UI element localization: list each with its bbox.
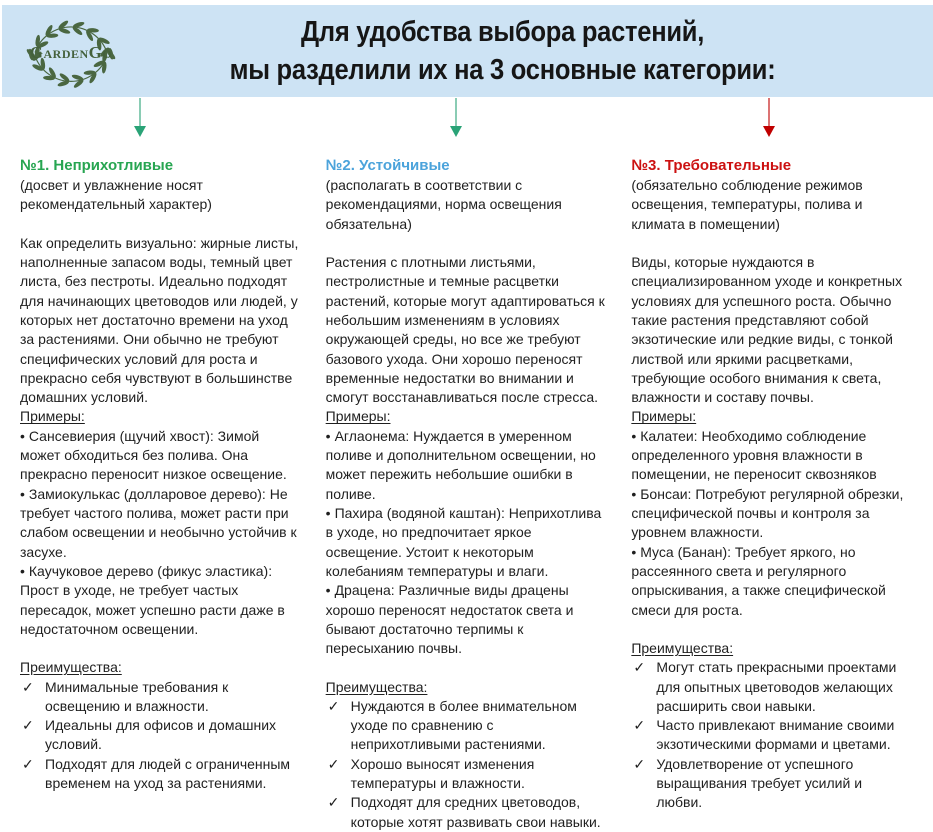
list-item (20, 755, 300, 794)
list-item (20, 562, 300, 639)
list-item-text: Бонсаи: Потребуют регулярной обрезки, специфической почвы и контроля за уровнем влажности. (631, 485, 904, 541)
list-item-text: Сансевиерия (щучий хвост): Зимой может обходиться без полива. Она прекрасно переносит низкое освещение. (20, 427, 287, 483)
list-item (20, 716, 300, 755)
examples-label: Примеры: (631, 408, 697, 425)
arrow-head-icon (763, 126, 775, 137)
column-subtitle: (досвет и увлажнение носят рекомендательный характер) (20, 177, 212, 213)
arrow-stem (455, 98, 457, 128)
advantages-list (20, 678, 300, 794)
list-item-text: Подходят для средних цветоводов, которые хотят развивать свои навыки. (350, 794, 601, 830)
list-item-text: Каучуковое дерево (фикус эластика): Прост в уходе, не требует частых пересадок, может успешно расти даже в недостаточном освещении. (20, 562, 285, 637)
list-item (326, 581, 606, 658)
list-item (631, 658, 911, 716)
advantages-label: Преимущества: (631, 639, 734, 656)
category-column-1 (20, 155, 300, 832)
list-item (631, 755, 911, 813)
column-description: Растения с плотными листьями, пестролистные и темные расцветки растений, которые могут адаптироваться к небольшим изменениям в условиях окружающей среды, но все же требуют базового ухода. Они хорошо переносят временные недостатки во внимании и смогут восстанавливаться после стресса. (325, 253, 605, 406)
bullet-icon: • (325, 505, 331, 521)
list-item-text: Подходят для людей с ограниченным временем на уход за растениями. (45, 755, 291, 792)
column-subtitle: (обязательно соблюдение режимов освещения, температуры, полива и климата в помещении) (631, 177, 863, 232)
column-description: Как определить визуально: жирные листы, наполненные запасом воды, темный цвет листа, без пестроты. Идеально подходят для начинающих цветоводов или людей, у которых нет достаточно времени на уход за растениями. Они обычно не требуют специфических условий для роста и прекрасно себя чувствуют в большинстве домашних условий. (20, 234, 299, 406)
check-icon: ✓ (633, 659, 646, 676)
check-icon: ✓ (327, 697, 340, 714)
column-subtitle: (располагать в соответствии с рекомендациями, норма освещения обязательна) (325, 177, 562, 232)
list-item-text: Могут стать прекрасными проектами для опытных цветоводов желающих расширить свои навыки. (656, 659, 897, 714)
categories-container (20, 155, 911, 832)
arrow-head-icon (450, 126, 462, 137)
list-item-text: Аглаонема: Нуждается в умеренном поливе и дополнительном освещении, но может пережить небольшие ошибки в поливе. (325, 427, 596, 502)
column-description: Виды, которые нуждаются в специализированном уходе и конкретных условиях для успешного роста. Обычно такие растения представляют собой экзотические или редкие виды, с тонкой листвой или яркими расцветками, требующие особого внимания к света, влажности и составу почвы. (631, 253, 903, 406)
bullet-icon: • (631, 543, 637, 560)
header-band (2, 5, 933, 97)
check-icon: ✓ (633, 717, 646, 734)
advantages-list (326, 697, 606, 832)
title-line-1: Для удобства выбора растений, (300, 16, 705, 48)
down-arrow-1 (134, 98, 146, 138)
advantages-label: Преимущества: (325, 678, 428, 695)
advantages-list (631, 658, 911, 813)
arrow-stem (139, 98, 141, 128)
examples-label: Примеры: (20, 408, 85, 425)
list-item-text: Удовлетворение от успешного выращивания требует усилий и любви. (656, 755, 863, 811)
bullet-icon: • (631, 485, 637, 502)
check-icon: ✓ (22, 755, 34, 772)
check-icon: ✓ (22, 678, 34, 695)
list-item (326, 793, 606, 832)
list-item (631, 427, 911, 485)
list-item-text: Замиокулькас (долларовое дерево): Не требует частого полива, может расти при слабом освещении и необычно устойчив к засухе. (20, 485, 297, 560)
list-item-text: Часто привлекают внимание своими экзотическими формами и цветами. (656, 717, 895, 753)
list-item (326, 697, 606, 755)
category-column-3 (631, 155, 911, 832)
list-item (20, 485, 300, 562)
bullet-icon: • (20, 485, 25, 502)
column-title: №2. Устойчивые (325, 157, 450, 174)
bullet-icon: • (325, 582, 331, 599)
category-column-2 (326, 155, 606, 832)
examples-list (326, 427, 606, 659)
list-item-text: Минимальные требования к освещению и влажности. (45, 678, 229, 714)
down-arrow-2 (450, 98, 462, 138)
check-icon: ✓ (633, 755, 646, 772)
list-item-text: Хорошо выносят изменения температуры и влажности. (350, 755, 535, 792)
column-title: №3. Требовательные (631, 157, 792, 174)
list-item-text: Муса (Банан): Требует яркого, но рассеянного света и регулярного опрыскивания, а также специфической смеси для роста. (631, 543, 886, 618)
check-icon: ✓ (22, 717, 34, 734)
down-arrow-3 (763, 98, 775, 138)
list-item-text: Идеальны для офисов и домашних условий. (45, 717, 277, 753)
examples-label: Примеры: (325, 408, 391, 425)
column-title: №1. Неприхотливые (20, 157, 174, 174)
list-item (631, 543, 911, 620)
list-item (20, 678, 300, 717)
bullet-icon: • (631, 427, 637, 444)
title-line-2: мы разделили их на 3 основные категории: (229, 54, 776, 86)
list-item (631, 485, 911, 543)
list-item (326, 427, 606, 504)
page-title (112, 13, 893, 89)
list-item (326, 755, 606, 794)
list-item-text: Калатеи: Необходимо соблюдение определенного уровня влажности в помещении, не переносит сквозняков (631, 427, 877, 483)
advantages-label: Преимущества: (20, 659, 122, 676)
logo-text: GardenGo (29, 43, 113, 62)
list-item-text: Пахира (водяной каштан): Неприхотлива в уходе, но предпочитает яркое освещение. Устоит к некоторым колебаниям температуры и влаги. (325, 505, 602, 579)
gardengo-logo (18, 7, 124, 95)
examples-list (631, 427, 911, 620)
bullet-icon: • (325, 427, 331, 444)
list-item (20, 427, 300, 485)
examples-list (20, 427, 300, 639)
arrow-stem (768, 98, 770, 128)
list-item-text: Нуждаются в более внимательном уходе по сравнению с неприхотливыми растениями. (350, 697, 577, 753)
bullet-icon: • (20, 427, 25, 444)
list-item-text: Драцена: Различные виды драцены хорошо переносят недостаток света и бывают достаточно терпимы к пересыханию почвы. (325, 582, 574, 657)
check-icon: ✓ (327, 794, 340, 811)
list-item (631, 716, 911, 755)
bullet-icon: • (20, 562, 25, 579)
list-item (326, 504, 606, 581)
check-icon: ✓ (327, 755, 340, 772)
arrow-head-icon (134, 126, 146, 137)
